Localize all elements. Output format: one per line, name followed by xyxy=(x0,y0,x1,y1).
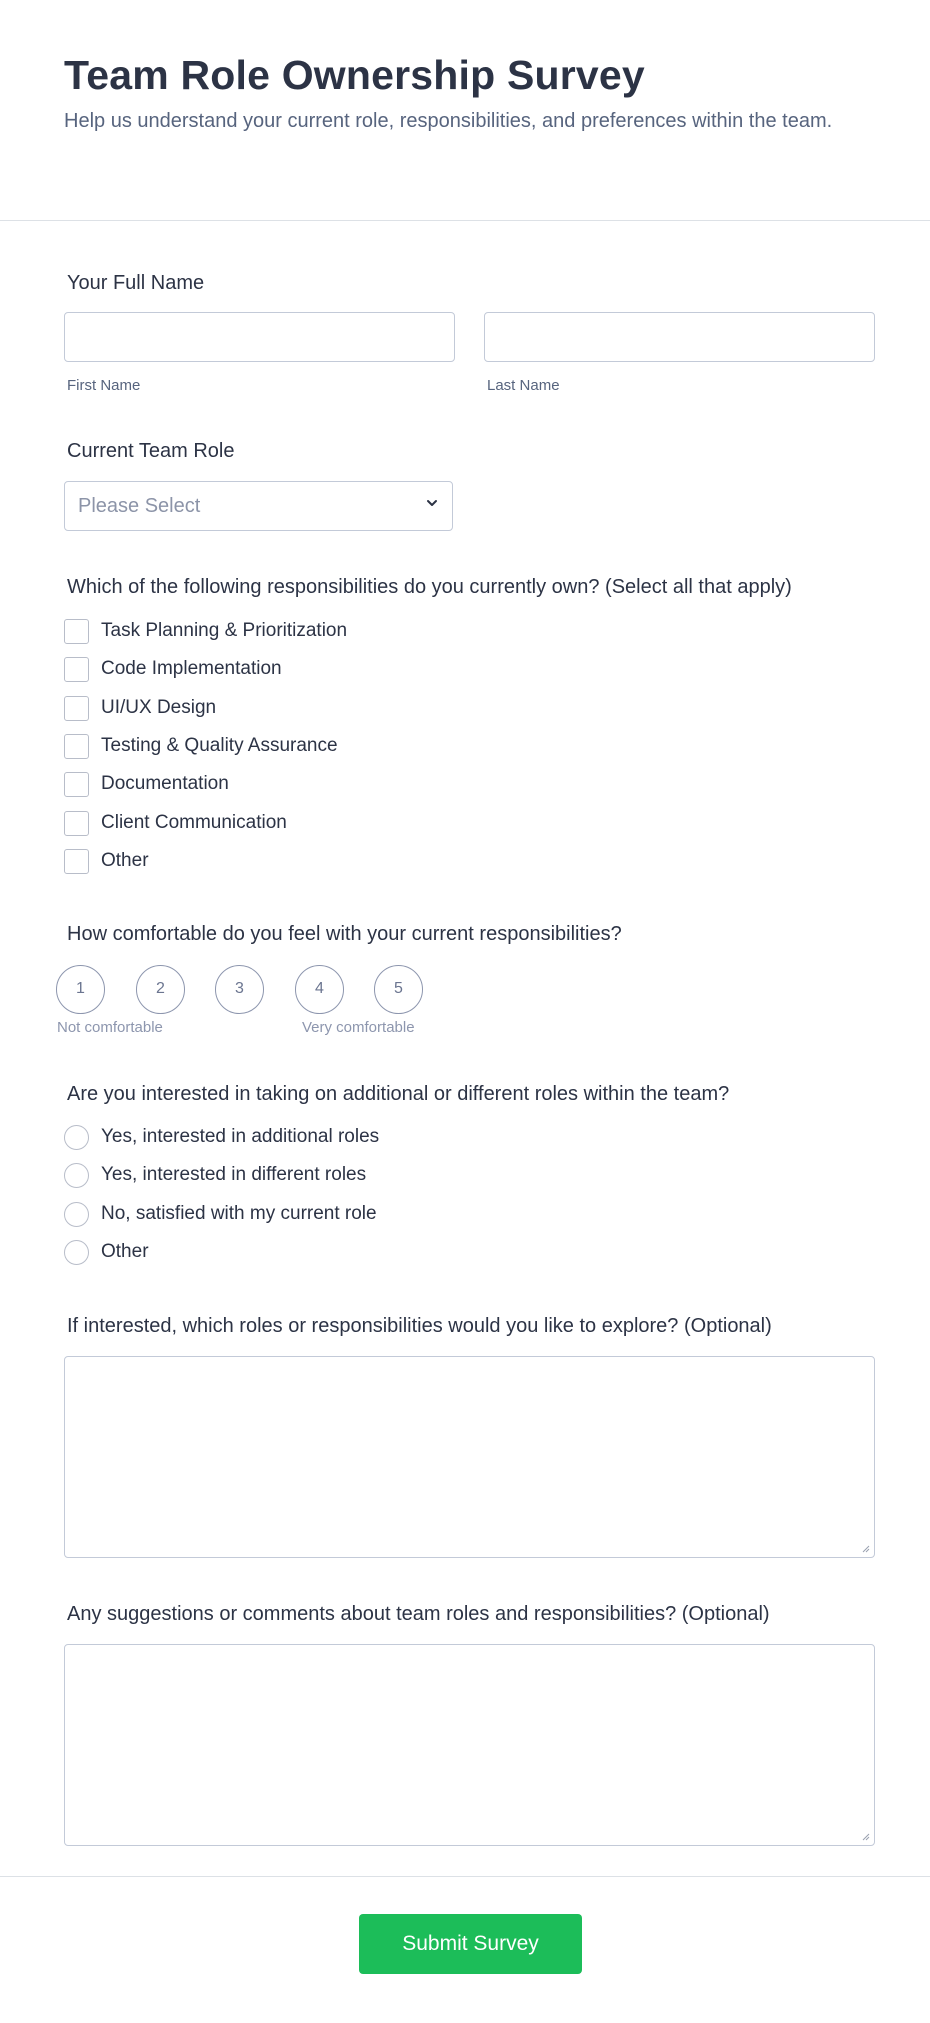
checkbox[interactable] xyxy=(64,734,89,759)
current-role-label: Current Team Role xyxy=(67,440,235,462)
radio-button[interactable] xyxy=(64,1163,89,1188)
first-name-sublabel: First Name xyxy=(67,377,141,394)
submit-button[interactable]: Submit Survey xyxy=(359,1914,582,1974)
interest-option-label: Other xyxy=(101,1241,149,1262)
responsibility-option-label: Other xyxy=(101,850,149,871)
checkbox[interactable] xyxy=(64,849,89,874)
interest-option-label: Yes, interested in different roles xyxy=(101,1164,367,1185)
full-name-label: Your Full Name xyxy=(67,272,205,294)
responsibility-option-label: Documentation xyxy=(101,773,229,794)
radio-button[interactable] xyxy=(64,1125,89,1150)
comments-textarea[interactable] xyxy=(64,1644,875,1846)
responsibility-option-label: Client Communication xyxy=(101,812,287,833)
interest-option-label: Yes, interested in additional roles xyxy=(101,1126,380,1147)
responsibility-option-label: UI/UX Design xyxy=(101,697,217,718)
responsibility-option-label: Code Implementation xyxy=(101,658,282,679)
current-role-select[interactable] xyxy=(64,481,453,531)
scale-option-4[interactable]: 4 xyxy=(295,965,344,1014)
responsibilities-label: Which of the following responsibilities do you currently own? (Select all that apply) xyxy=(67,576,792,598)
scale-option-2[interactable]: 2 xyxy=(136,965,185,1014)
last-name-input[interactable] xyxy=(484,312,875,362)
responsibility-option-label: Testing & Quality Assurance xyxy=(101,735,338,756)
first-name-input[interactable] xyxy=(64,312,455,362)
resize-grip-icon[interactable] xyxy=(860,1831,870,1841)
form-footer xyxy=(0,1876,930,2023)
comfort-label: How comfortable do you feel with your current responsibilities? xyxy=(67,923,622,945)
chevron-down-icon xyxy=(426,497,438,509)
comments-label: Any suggestions or comments about team roles and responsibilities? (Optional) xyxy=(67,1603,770,1625)
current-role-selected: Please Select xyxy=(78,495,201,517)
checkbox[interactable] xyxy=(64,811,89,836)
radio-button[interactable] xyxy=(64,1202,89,1227)
scale-high-caption: Very comfortable xyxy=(302,1019,415,1036)
interest-option-label: No, satisfied with my current role xyxy=(101,1203,377,1224)
scale-option-5[interactable]: 5 xyxy=(374,965,423,1014)
form-header xyxy=(0,0,930,221)
explore-label: If interested, which roles or responsibilities would you like to explore? (Optional) xyxy=(67,1315,772,1337)
checkbox[interactable] xyxy=(64,696,89,721)
page-subtitle: Help us understand your current role, responsibilities, and preferences within the team. xyxy=(64,110,833,132)
last-name-sublabel: Last Name xyxy=(487,377,560,394)
page-title: Team Role Ownership Survey xyxy=(64,52,645,98)
checkbox[interactable] xyxy=(64,657,89,682)
checkbox[interactable] xyxy=(64,772,89,797)
scale-low-caption: Not comfortable xyxy=(57,1019,163,1036)
scale-option-3[interactable]: 3 xyxy=(215,965,264,1014)
interest-label: Are you interested in taking on additional or different roles within the team? xyxy=(67,1083,730,1105)
checkbox[interactable] xyxy=(64,619,89,644)
responsibility-option-label: Task Planning & Prioritization xyxy=(101,620,348,641)
resize-grip-icon[interactable] xyxy=(860,1543,870,1553)
explore-textarea[interactable] xyxy=(64,1356,875,1558)
radio-button[interactable] xyxy=(64,1240,89,1265)
scale-option-1[interactable]: 1 xyxy=(56,965,105,1014)
